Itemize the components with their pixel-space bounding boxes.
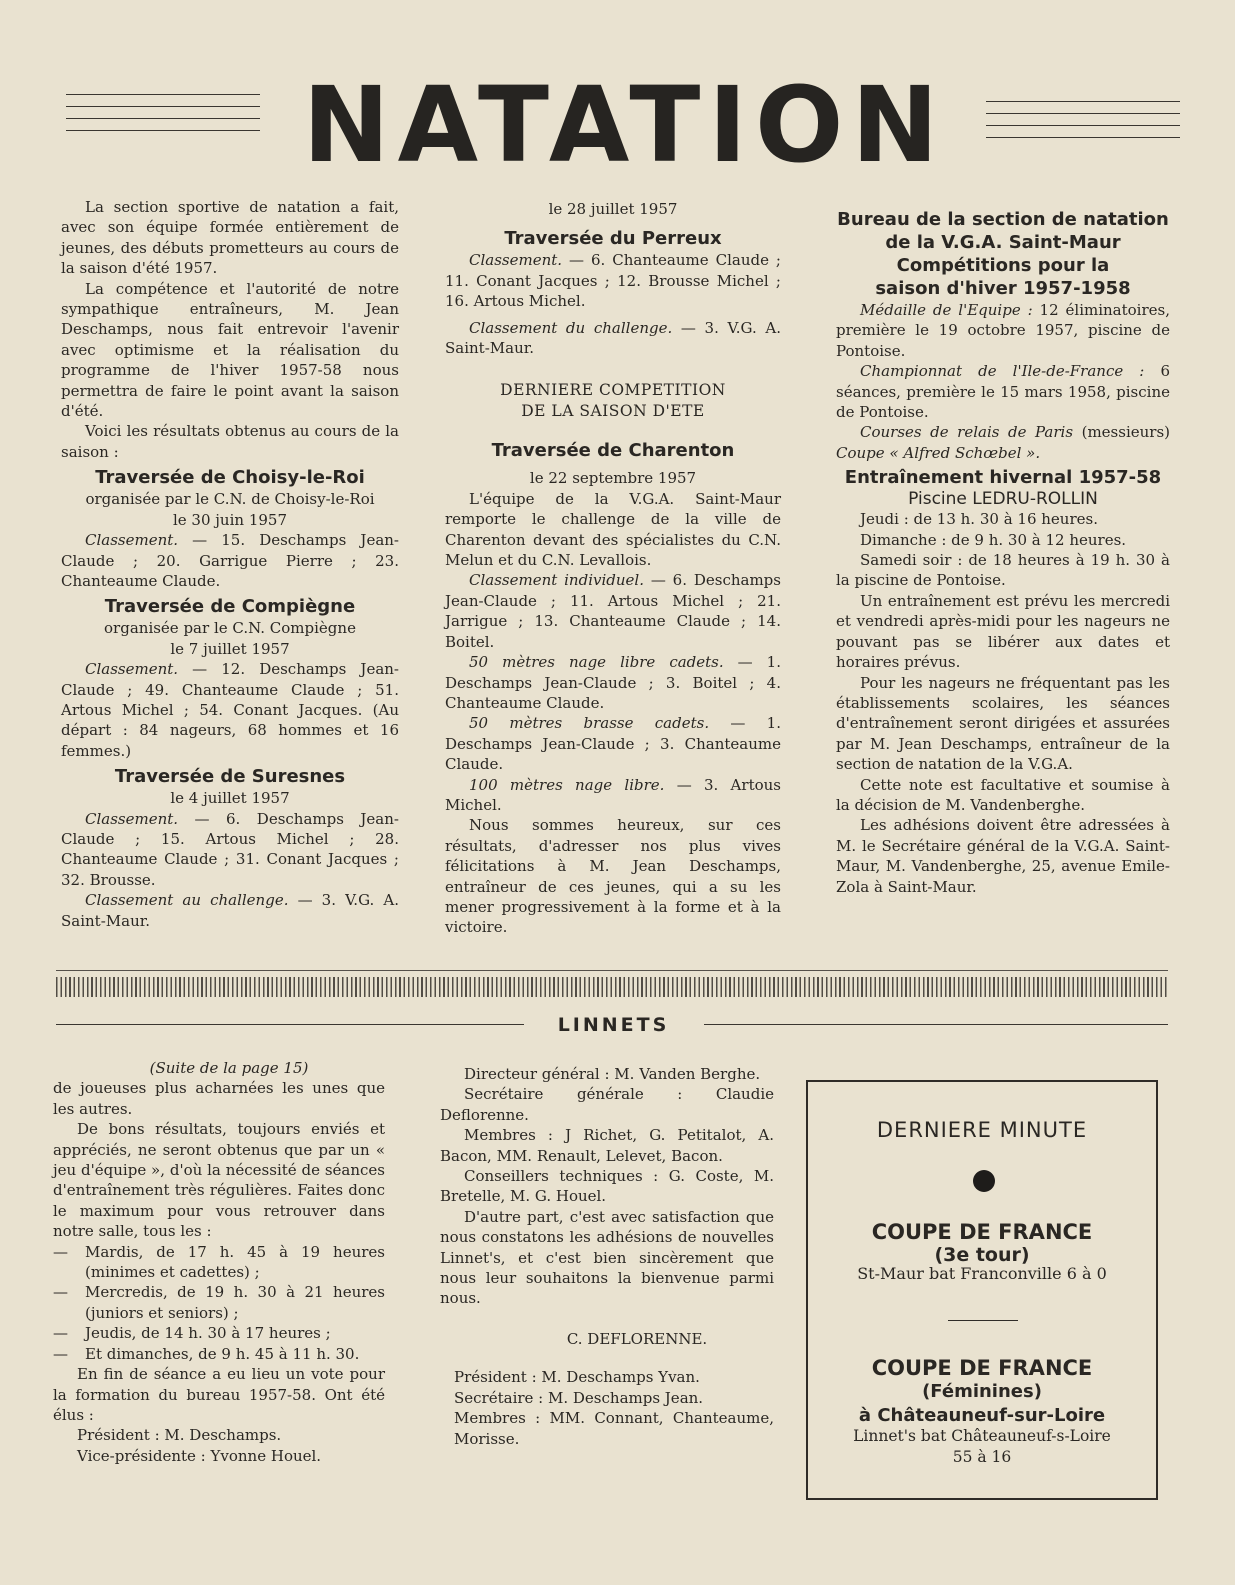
paragraph: Nous sommes heureux, sur ces résultats, d'adresser nos plus vives félicitations à M. Jean Deschamps, entraîneur de ces jeunes, qui a su les mener progressivement à la forme et à la victoire. [445,816,781,937]
list-item-text: Mardis, de 17 h. 45 à 19 heures (minimes et cadettes) ; [85,1242,385,1282]
masthead-rules-right [986,101,1180,149]
banner-line: DERNIERE COMPETITION [500,381,726,400]
result-label: Coupe « Alfred Schœbel ». [836,443,1041,462]
paragraph: Un entraînement est prévu les mercredi et vendredi après-midi pour les nageurs ne pouvant pas se libérer aux dates et horaires prévus. [836,591,1170,672]
officer-line: Vice-présidente : Yvonne Houel. [77,1446,322,1465]
result-paragraph [445,652,781,713]
result-label: Classement. [85,531,179,550]
derniere-minute-box [806,1080,1158,1500]
subtitle: organisée par le C.N. de Choisy-le-Roi [85,490,375,509]
continuation-text: (Suite de la page 15) [149,1059,309,1077]
result-paragraph [445,250,781,311]
officer-line: Secrétaire : M. Deschamps Jean. [454,1388,704,1407]
result-paragraph [61,659,399,761]
natation-column-3 [836,208,1170,897]
natation-column-1 [61,197,399,931]
paragraph: Pour les nageurs ne fréquentant pas les établissements scolaires, les séances d'entraînement seront dirigées et assurées par M. Jean Deschamps, entraîneur de la section de natation de la V.G.A. [836,673,1170,774]
paragraph: De bons résultats, toujours enviés et appréciés, ne seront obtenus que par un « jeu d'équipe », d'où la nécessité de séances d'entraînement très régulières. Faites donc le maximum pour vous retrouver dans notre salle, tous les : [53,1120,385,1241]
linnets-header [56,1013,1168,1037]
box-subheading: (3e tour) [934,1244,1030,1266]
paragraph: Voici les résultats obtenus au cours de la saison : [61,422,399,461]
schedule-list [53,1242,385,1364]
result-label: Classement. [469,251,563,270]
result-paragraph [445,775,781,816]
officer-line: Conseillers techniques : G. Coste, M. Bretelle, M. G. Houel. [440,1167,774,1206]
box-heading: COUPE DE FRANCE [871,1356,1093,1380]
linnets-column-2 [440,1064,774,1449]
list-item-text: Jeudis, de 14 h. 30 à 17 heures ; [85,1324,331,1343]
result-label: 100 mètres nage libre. [469,775,665,794]
continuation-note [53,1058,385,1078]
masthead-rules-left [66,94,260,142]
section-heading: Traversée de Compiègne [104,596,356,618]
result-label: 50 mètres nage libre cadets. [469,653,724,672]
box-result: Linnet's bat Châteauneuf-s-Loire [853,1427,1111,1445]
result-label: Classement du challenge. [469,318,673,337]
result-label: 50 mètres brasse cadets. [469,714,710,733]
section-heading: Entraînement hivernal 1957-58 [844,467,1162,489]
result-text: (messieurs) [1081,423,1170,442]
list-item [53,1242,385,1283]
result-paragraph [445,318,781,359]
result-text: — 6. Deschamps Jean-Claude ; 11. Artous Michel ; 21. Jarrigue ; 13. Chanteaume Claude ; 14. Boitel. [445,571,781,651]
banner-line: DE LA SAISON D'ETE [521,402,705,421]
box-heading: COUPE DE FRANCE [871,1220,1093,1244]
result-paragraph [61,809,399,891]
date: le 22 septembre 1957 [529,469,697,488]
bullet-dot [973,1170,995,1192]
result-label: Classement au challenge. [85,891,289,910]
result-text: — 1. Deschamps Jean-Claude ; 3. Chanteaume Claude. [445,714,781,774]
box-subheading: à Châteauneuf-sur-Loire [858,1405,1106,1426]
box-result: 55 à 16 [952,1448,1012,1466]
section-title: LINNETS [557,1014,670,1036]
header-rule-right [704,1024,1168,1025]
result-paragraph [836,422,1170,463]
section-heading: Traversée de Choisy-le-Roi [95,467,365,489]
result-text: — 3. Artous Michel. [445,775,781,814]
heading-line: saison d'hiver 1957-1958 [875,278,1131,299]
date: le 4 juillet 1957 [170,789,290,808]
paragraph: D'autre part, c'est avec satisfaction que nous constatons les adhésions de nouvelles Linnet's, et c'est bien sincèrement que nous leur souhaitons la bienvenue parmi nous. [440,1207,774,1308]
result-text: — 15. Deschamps Jean-Claude ; 20. Garrigue Pierre ; 23. Chanteaume Claude. [61,531,399,590]
result-label: Courses de relais de Paris [860,423,1074,442]
section-heading: Traversée de Charenton [491,440,735,462]
result-text: — 3. V.G. A. Saint-Maur. [445,318,781,358]
page-title: NATATION [302,64,947,186]
heading-line: Compétitions pour la [896,255,1110,276]
dash: — [53,1242,68,1261]
result-label: Médaille de l'Equipe : [860,301,1033,319]
paragraph: de joueuses plus acharnées les unes que les autres. [53,1079,385,1118]
paragraph: L'équipe de la V.G.A. Saint-Maur remporte le challenge de la ville de Charenton devant des spécialistes du C.N. Melun et du C.N. Levallois. [445,489,781,570]
officer-line: Directeur général : M. Vanden Berghe. [464,1065,761,1083]
officer-line: Membres : MM. Connant, Chanteaume, Morisse. [454,1409,774,1448]
officer-line: Président : M. Deschamps Yvan. [454,1368,700,1387]
schedule-line: Samedi soir : de 18 heures à 19 h. 30 à la piscine de Pontoise. [836,551,1170,590]
dash: — [53,1324,68,1343]
signature: C. DEFLORENNE. [566,1329,708,1348]
heading-line: de la V.G.A. Saint-Maur [885,232,1121,253]
paragraph: Cette note est facultative et soumise à la décision de M. Vandenberghe. [836,775,1170,814]
date: le 7 juillet 1957 [170,639,290,658]
result-paragraph [445,570,781,652]
result-paragraph [61,530,399,591]
paragraph: La compétence et l'autorité de notre sympathique entraîneurs, M. Jean Deschamps, nous fait entrevoir l'avenir avec optimisme et la réalisation du programme de l'hiver 1957-58 nous permettra de faire le point avant la saison d'été. [61,279,399,421]
officer-line: Membres : J Richet, G. Petitalot, A. Bacon, MM. Renault, Lelevet, Bacon. [440,1126,774,1165]
schedule-line: Jeudi : de 13 h. 30 à 16 heures. [860,510,1098,529]
result-text: 6 séances, première le 15 mars 1958, piscine de Pontoise. [836,362,1170,422]
divider-line [56,970,1168,971]
competition-banner [445,380,781,422]
result-paragraph [836,361,1170,422]
bureau-heading [836,208,1170,300]
paragraph: Les adhésions doivent être adressées à M. le Secrétaire général de la V.G.A. Saint-Maur, M. Vandenberghe, 25, avenue Emile-Zola à Saint-Maur. [836,816,1170,896]
date: le 30 juin 1957 [172,510,287,529]
result-text: — 6. Deschamps Jean-Claude ; 15. Artous Michel ; 28. Chanteaume Claude ; 31. Conant Jacques ; 32. Brousse. [61,809,399,889]
paragraph: En fin de séance a eu lieu un vote pour la formation du bureau 1957-58. Ont été élus : [53,1365,385,1424]
list-item [53,1323,385,1343]
paragraph: La section sportive de natation a fait, avec son équipe formée entièrement de jeunes, des débuts prometteurs au cours de la saison d'été 1957. [61,198,399,278]
result-label: Classement individuel. [469,571,644,590]
dash: — [53,1344,68,1363]
section-heading: Traversée du Perreux [504,228,722,250]
result-text: — 12. Deschamps Jean-Claude ; 49. Chanteaume Claude ; 51. Artous Michel ; 54. Conant Jacques. (Au départ : 84 nageurs, 68 hommes et 16 femmes.) [61,660,399,760]
piscine-name: Piscine LEDRU-ROLLIN [908,489,1098,510]
box-subheading: (Féminines) [922,1381,1042,1402]
result-label: Championnat de l'Ile-de-France : [860,362,1145,381]
box-divider [948,1320,1018,1321]
schedule-line: Dimanche : de 9 h. 30 à 12 heures. [860,530,1127,549]
result-text: — 6. Chanteaume Claude ; 11. Conant Jacques ; 12. Brousse Michel ; 16. Artous Michel. [445,251,781,311]
list-item [53,1282,385,1323]
date: le 28 juillet 1957 [548,200,678,218]
result-label: Classement. [85,660,179,679]
result-text: — 3. V.G. A. Saint-Maur. [61,891,399,930]
heading-line: Bureau de la section de natation [837,209,1169,230]
masthead [0,64,1235,186]
header-rule-left [56,1024,524,1025]
natation-column-2 [445,199,781,938]
result-paragraph [445,713,781,774]
officer-line: Président : M. Deschamps. [77,1426,282,1445]
result-text: — 1. Deschamps Jean-Claude ; 3. Boitel ; 4. Chanteaume Claude. [445,653,781,712]
subtitle: organisée par le C.N. Compiègne [104,619,356,638]
tick-divider [56,977,1168,997]
result-label: Classement. [85,809,179,828]
list-item [53,1344,385,1364]
list-item-text: Mercredis, de 19 h. 30 à 21 heures (juniors et seniors) ; [85,1283,385,1322]
dash: — [53,1283,68,1302]
box-result: St-Maur bat Franconville 6 à 0 [857,1264,1107,1283]
box-title: DERNIERE MINUTE [876,1118,1088,1142]
list-item-text: Et dimanches, de 9 h. 45 à 11 h. 30. [85,1344,360,1363]
section-heading: Traversée de Suresnes [114,766,346,788]
linnets-column-1 [53,1058,385,1466]
officer-line: Secrétaire générale : Claudie Deflorenne. [440,1085,774,1124]
result-paragraph [836,300,1170,361]
result-text: 12 éliminatoires, première le 19 octobre 1957, piscine de Pontoise. [836,301,1170,360]
result-paragraph [61,890,399,931]
